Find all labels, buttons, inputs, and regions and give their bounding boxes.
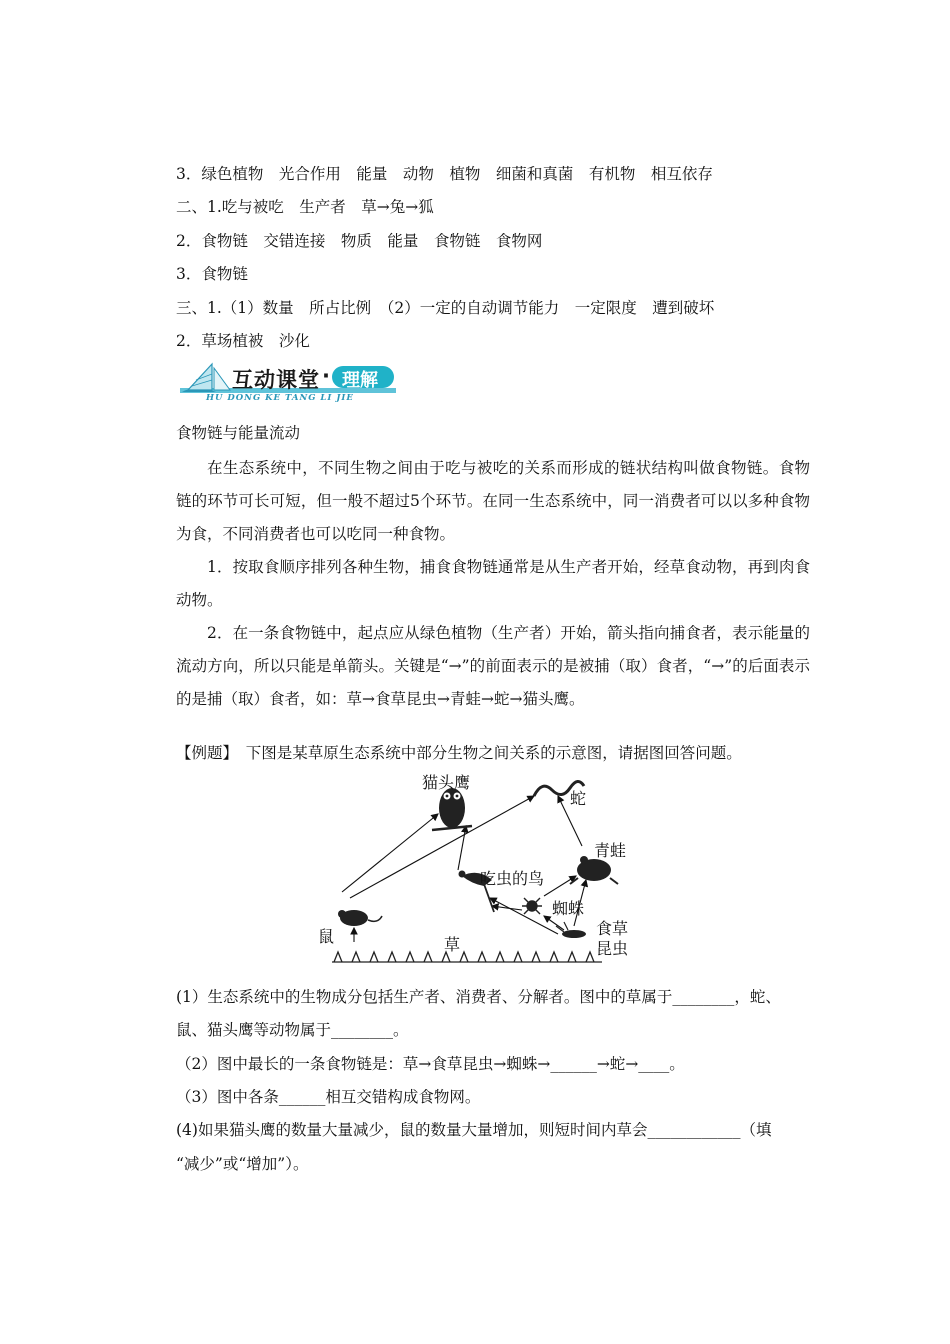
answer-line-1: 3．绿色植物 光合作用 能量 动物 植物 细菌和真菌 有机物 相互依存	[176, 165, 713, 183]
arrow-bird-owl	[458, 826, 466, 870]
label-snake: 蛇	[570, 789, 587, 808]
owl-icon	[432, 788, 472, 830]
question-4-line-2: “减少”或“增加”）。	[176, 1155, 309, 1173]
answer-line-2: 二、1.吃与被吃 生产者 草→兔→狐	[176, 198, 434, 216]
food-web-diagram	[312, 766, 648, 972]
answer-line-3: 2．食物链 交错连接 物质 能量 食物链 食物网	[176, 232, 543, 250]
question-4-line-1: (4)如果猫头鹰的数量大量减少，鼠的数量大量增加，则短时间内草会____________（填	[176, 1121, 772, 1139]
paragraph-point-1: 1．按取食顺序排列各种生物，捕食食物链通常是从生产者开始，经草食动物，再到肉食动物。	[176, 558, 810, 609]
question-1-line-2: 鼠、猫头鹰等动物属于________。	[176, 1021, 409, 1039]
question-1-line-1: (1）生态系统中的生物成分包括生产者、消费者、分解者。图中的草属于________，蛇、	[176, 988, 781, 1006]
section-banner	[176, 362, 406, 406]
label-frog: 青蛙	[594, 841, 627, 860]
label-spider: 蜘蛛	[552, 899, 585, 918]
answer-line-4: 3．食物链	[176, 265, 248, 283]
label-insect-1: 食草	[596, 919, 629, 938]
paragraph-point-2: 2．在一条食物链中，起点应从绿色植物（生产者）开始，箭头指向捕食者，表示能量的流动方向，所以只能是单箭头。关键是“→”的前面表示的是被捕（取）食者，“→”的后面表示的是捕（取）食者，如：草→食草昆虫→青蛙→蛇→猫头鹰。	[176, 624, 810, 708]
section-heading: 食物链与能量流动	[176, 424, 301, 442]
question-3: （3）图中各条______相互交错构成食物网。	[176, 1088, 481, 1106]
label-insect-2: 昆虫	[596, 939, 629, 958]
answer-line-6: 2．草场植被 沙化	[176, 332, 310, 350]
banner-dot: ·	[322, 364, 330, 388]
label-bird: 吃虫的鸟	[480, 869, 545, 888]
example-prompt: 【例题】 下图是某草原生态系统中部分生物之间关系的示意图，请据图回答问题。	[176, 744, 742, 762]
banner-tag: 理解	[342, 370, 378, 391]
label-owl: 猫头鹰	[422, 773, 471, 792]
answer-line-5: 三、1.（1）数量 所占比例 （2）一定的自动调节能力 一定限度 遭到破坏	[176, 299, 715, 317]
label-grass: 草	[444, 935, 461, 954]
insect-icon	[556, 922, 586, 938]
grass-icon	[332, 952, 602, 962]
spider-icon	[522, 898, 542, 914]
paragraph-intro: 在生态系统中，不同生物之间由于吃与被吃的关系而形成的链状结构叫做食物链。食物链的环节可长可短，但一般不超过5个环节。在同一生态系统中，同一消费者可以以多种食物为食，不同消费者也可以吃同一种食物。	[176, 459, 810, 543]
mouse-icon	[338, 910, 382, 926]
banner-title: 互动课堂	[232, 368, 320, 392]
label-mouse: 鼠	[318, 927, 335, 946]
arrow-mouse-owl	[342, 814, 438, 892]
arrow-spider-frog	[544, 876, 576, 896]
question-2: （2）图中最长的一条食物链是：草→食草昆虫→蜘蛛→______→蛇→____。	[176, 1055, 685, 1073]
arrow-insect-bird	[490, 898, 558, 934]
banner-pinyin: HU DONG KE TANG LI JIE	[206, 393, 354, 403]
